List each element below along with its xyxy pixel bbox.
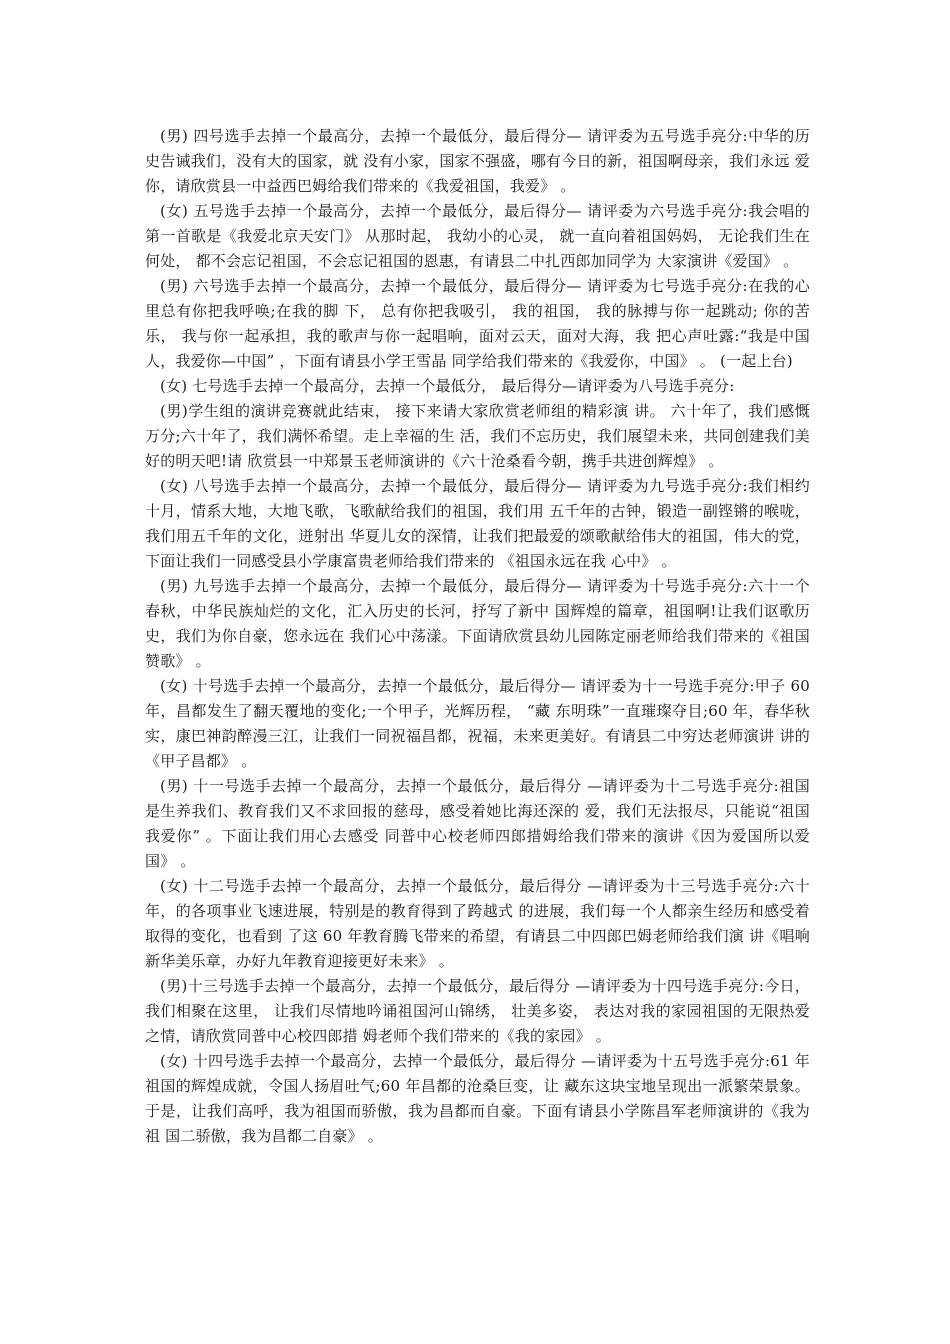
paragraph-female-host-8: (女) 八号选手去掉一个最高分，去掉一个最低分，最后得分— 请评委为九号选手亮分:我们相约十月，情系大地，大地飞歌，飞歌献给我们的祖国，我们用 五千年的古钟，锻造一副铿锵的喉咙，我们用五千年的文化，迸射出 华夏儿女的深情，让我们把最爱的颂歌献给伟大的祖国，伟大的党， 下面让我们一同感受县小学康富贵老师给我们带来的 《祖国永远在我 心中》 。 [145,477,810,570]
paragraph-male-host-4: (男) 四号选手去掉一个最高分，去掉一个最低分，最后得分— 请评委为五号选手亮分:中华的历史告诫我们，没有大的国家，就 没有小家，国家不强盛，哪有今日的新，祖国啊母亲，我们永远 爱你，请欣赏县一中益西巴姆给我们带来的《我爱祖国，我爱》 。 [145,127,810,195]
paragraph-female-host-7: (女) 七号选手去掉一个最高分，去掉一个最低分， 最后得分—请评委为八号选手亮分: [160,377,735,395]
paragraph-female-host-5: (女) 五号选手去掉一个最高分，去掉一个最低分，最后得分— 请评委为六号选手亮分:我会唱的第一首歌是《我爱北京天安门》 从那时起， 我幼小的心灵， 就一直向着祖国妈妈， 无论我们生在何处， 都不会忘记祖国，不会忘记祖国的恩惠，有请县二中扎西郎加同学为 大家演讲《爱国》 。 [145,202,810,270]
paragraph-male-host-11: (男) 十一号选手去掉一个最高分，去掉一个最低分，最后得分 —请评委为十二号选手亮分:祖国是生养我们、教育我们又不求回报的慈母，感受着她比海还深的 爱，我们无法报尽，只能说“祖国我爱你” 。下面让我们用心去感受 同普中心校老师四郎措姆给我们带来的演讲《因为爱国所以爱国》 。 [145,777,810,870]
paragraph-male-host-13: (男)十三号选手去掉一个最高分，去掉一个最低分，最后得分 —请评委为十四号选手亮分:今日， 我们相聚在这里， 让我们尽情地吟诵祖国河山锦绣， 壮美多姿， 表达对我的家园祖国的无限热爱之情，请欣赏同普中心校四郎措 姆老师个我们带来的《我的家园》 。 [145,977,810,1045]
paragraph-male-host-student-end: (男)学生组的演讲竞赛就此结束， 接下来请大家欣赏老师组的精彩演 讲。 六十年了，我们感慨万分;六十年了，我们满怀希望。走上幸福的生 活，我们不忘历史，我们展望未来，共同创建我们美好的明天吧!请 欣赏县一中郑景玉老师演讲的《六十沧桑看今朝，携手共进创辉煌》 。 [145,402,810,470]
paragraph-male-host-9: (男) 九号选手去掉一个最高分，去掉一个最低分，最后得分— 请评委为十号选手亮分:六十一个春秋，中华民族灿烂的文化，汇入历史的长河，抒写了新中 国辉煌的篇章，祖国啊!让我们讴歌历史，我们为你自豪，您永远在 我们心中荡漾。下面请欣赏县幼儿园陈定丽老师给我们带来的《祖国 赞歌》 。 [145,577,810,670]
paragraph-female-host-10: (女) 十号选手去掉一个最高分，去掉一个最低分，最后得分— 请评委为十一号选手亮分:甲子 60 年，昌都发生了翻天覆地的变化;一个甲子，光辉历程， “藏 东明珠”一直璀璨夺目;60 年，春华秋实，康巴神韵醉漫三江，让我们一同祝福昌都，祝福，未来更美好。有请县二中穷达老师演讲 讲的《甲子昌都》 。 [145,677,810,770]
paragraph-male-host-6: (男) 六号选手去掉一个最高分，去掉一个最低分，最后得分— 请评委为七号选手亮分:在我的心里总有你把我呼唤;在我的脚 下， 总有你把我吸引， 我的祖国， 我的脉搏与你一起跳动; 你的苦乐， 我与你一起承担，我的歌声与你一起唱响，面对云天，面对大海，我 把心声吐露:“我是中国人，我爱你—中国” ，下面有请县小学王雪晶 同学给我们带来的《我爱你，中国》 。 (一起上台) [145,277,810,370]
paragraph-female-host-12: (女) 十二号选手去掉一个最高分，去掉一个最低分，最后得分 —请评委为十三号选手亮分:六十年，的各项事业飞速进展，特别是的教育得到了跨越式 的进展，我们每一个人都亲生经历和感受着取得的变化，也看到 了这 60 年教育腾飞带来的希望，有请县二中四郎巴姆老师给我们演 讲《唱响新华美乐章，办好九年教育迎接更好未来》 。 [145,877,810,970]
document-body [145,124,810,1149]
paragraph-female-host-14: (女) 十四号选手去掉一个最高分，去掉一个最低分，最后得分 —请评委为十五号选手亮分:61 年祖国的辉煌成就，令国人扬眉吐气;60 年昌都的沧桑巨变，让 藏东这块宝地呈现出一派繁荣景象。于是，让我们高呼，我为祖国而骄傲，我为昌都而自豪。下面有请县小学陈昌军老师演讲的《我为祖 国二骄傲，我为昌都二自豪》 。 [145,1052,810,1145]
